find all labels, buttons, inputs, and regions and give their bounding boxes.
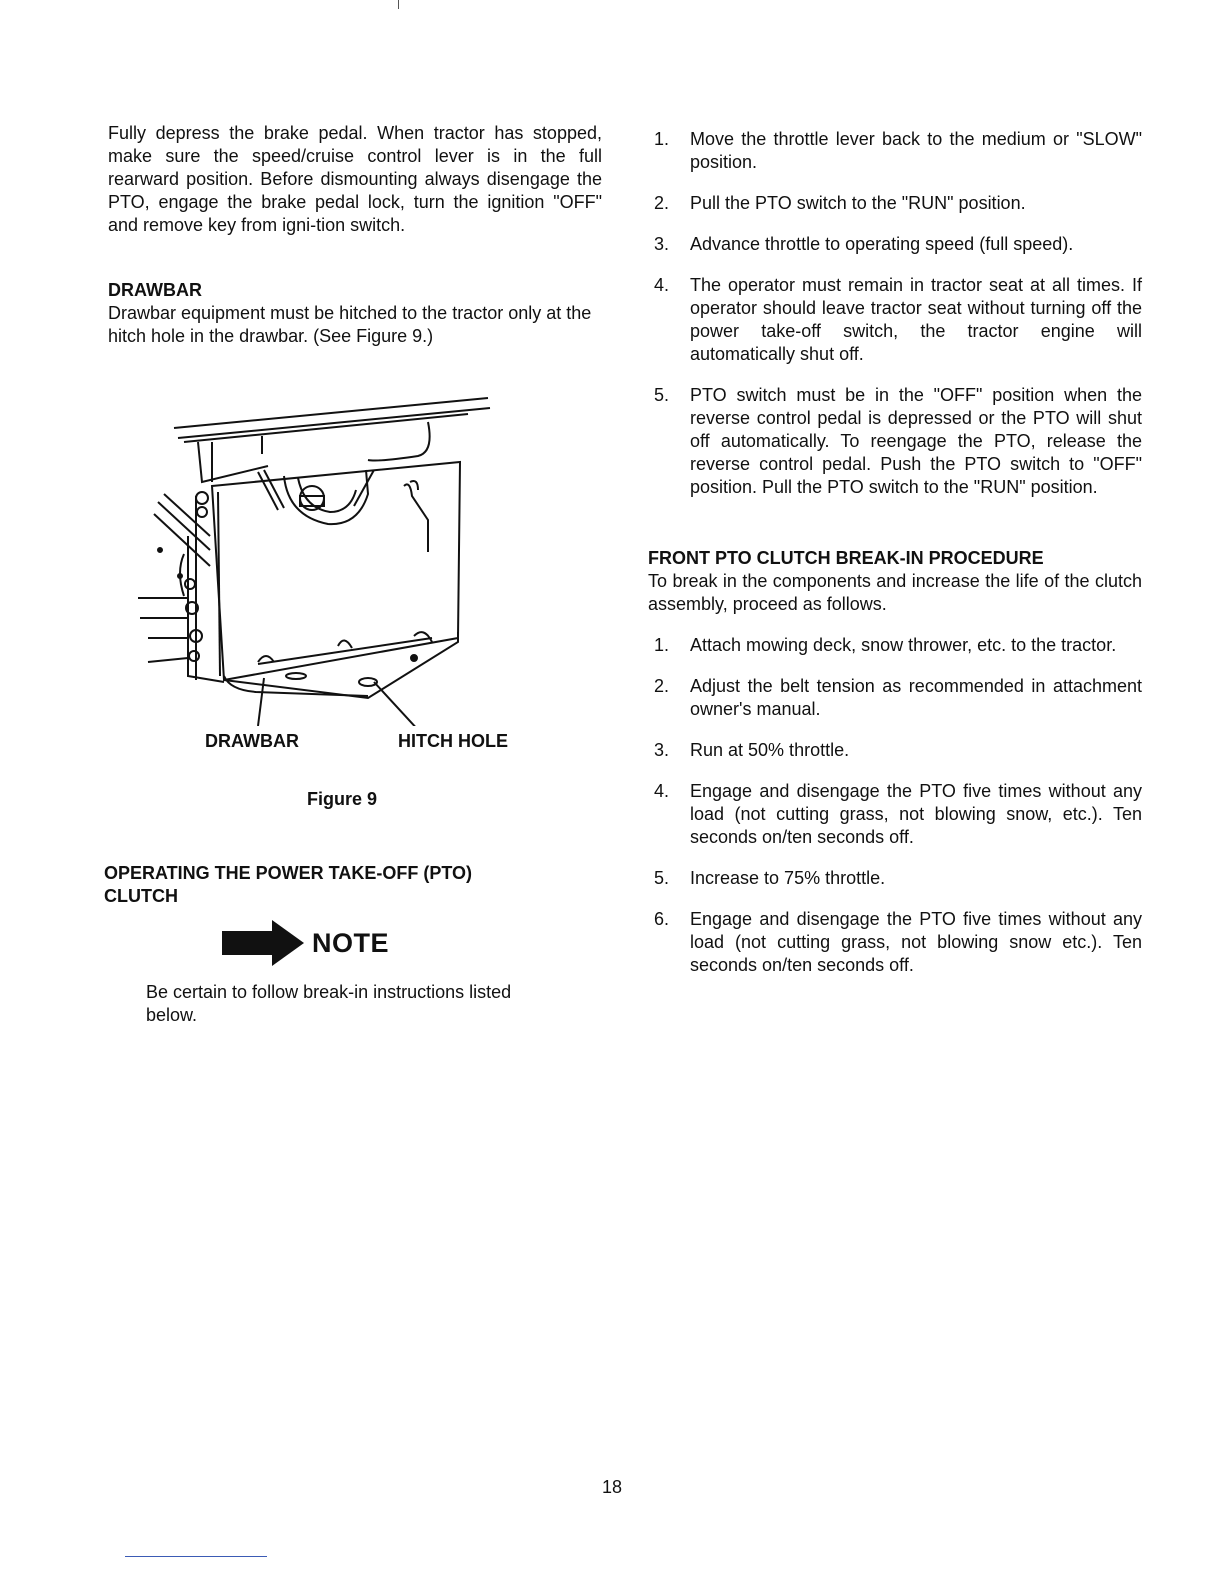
list-item: 4. The operator must remain in tractor seat at all times. If operator should leave tractor seat without turning off the power take-off switch, the tractor engine will automatically shut off. bbox=[654, 275, 1142, 364]
right-column bbox=[648, 128, 1142, 995]
drawbar-paragraph: Drawbar equipment must be hitched to the tractor only at the hitch hole in the drawbar. (See Figure 9.) bbox=[108, 303, 592, 346]
list-item: 5. PTO switch must be in the "OFF" position when the reverse control pedal is depressed or the PTO will shut off automatically. To reengage the PTO, release the reverse control pedal. Push the PTO switch to "OFF" position. Pull the PTO switch to the "RUN" position. bbox=[654, 385, 1142, 497]
breakin-heading: FRONT PTO CLUTCH BREAK-IN PROCEDURE bbox=[648, 548, 1044, 568]
list-item: 1. Move the throttle lever back to the medium or "SLOW" position. bbox=[654, 129, 1142, 172]
list-item: 2. Adjust the belt tension as recommended in attachment owner's manual. bbox=[654, 676, 1142, 719]
note-label: NOTE bbox=[312, 927, 390, 958]
page-number: 18 bbox=[601, 1477, 623, 1497]
pto-heading-line1: OPERATING THE POWER TAKE-OFF (PTO) bbox=[104, 863, 472, 883]
label-drawbar: DRAWBAR bbox=[205, 731, 299, 751]
list-item: 4. Engage and disengage the PTO five times without any load (not cutting grass, not blowing snow, etc.). Ten seconds on/ten seconds off. bbox=[654, 781, 1142, 847]
list-item: 1. Attach mowing deck, snow thrower, etc. to the tractor. bbox=[654, 635, 1117, 655]
left-column bbox=[108, 122, 602, 348]
note-callout bbox=[222, 920, 389, 966]
list-item: 5. Increase to 75% throttle. bbox=[654, 868, 886, 888]
list-item: 3. Run at 50% throttle. bbox=[654, 740, 850, 760]
breakin-steps-list bbox=[648, 634, 1142, 977]
label-hitch-hole: HITCH HOLE bbox=[398, 731, 508, 751]
footer-rule bbox=[125, 1556, 267, 1557]
list-item: 6. Engage and disengage the PTO five times without any load (not cutting grass, not blowing snow etc.). Ten seconds on/ten seconds off. bbox=[654, 909, 1142, 975]
intro-paragraph: Fully depress the brake pedal. When tractor has stopped, make sure the speed/cruise control lever is in the full rearward position. Before dismounting always disengage the PTO, engage the brake pedal lock, turn the ignition "OFF" and remove key from igni-tion switch. bbox=[108, 123, 602, 235]
figure-caption: Figure 9 bbox=[307, 789, 378, 809]
list-item: 2. Pull the PTO switch to the "RUN" position. bbox=[654, 193, 1026, 213]
figure-9-illustration bbox=[128, 386, 548, 731]
note-text: Be certain to follow break-in instructions listed below. bbox=[146, 982, 512, 1025]
pto-heading bbox=[104, 862, 564, 908]
arrow-right-icon bbox=[222, 920, 306, 966]
scan-mark bbox=[398, 0, 399, 9]
breakin-intro: To break in the components and increase the life of the clutch assembly, proceed as follows. bbox=[648, 571, 1142, 614]
pto-heading-line2: CLUTCH bbox=[104, 886, 178, 906]
list-item: 3. Advance throttle to operating speed (full speed). bbox=[654, 234, 1074, 254]
pto-steps-list bbox=[648, 128, 1142, 499]
drawbar-heading: DRAWBAR bbox=[108, 280, 202, 300]
